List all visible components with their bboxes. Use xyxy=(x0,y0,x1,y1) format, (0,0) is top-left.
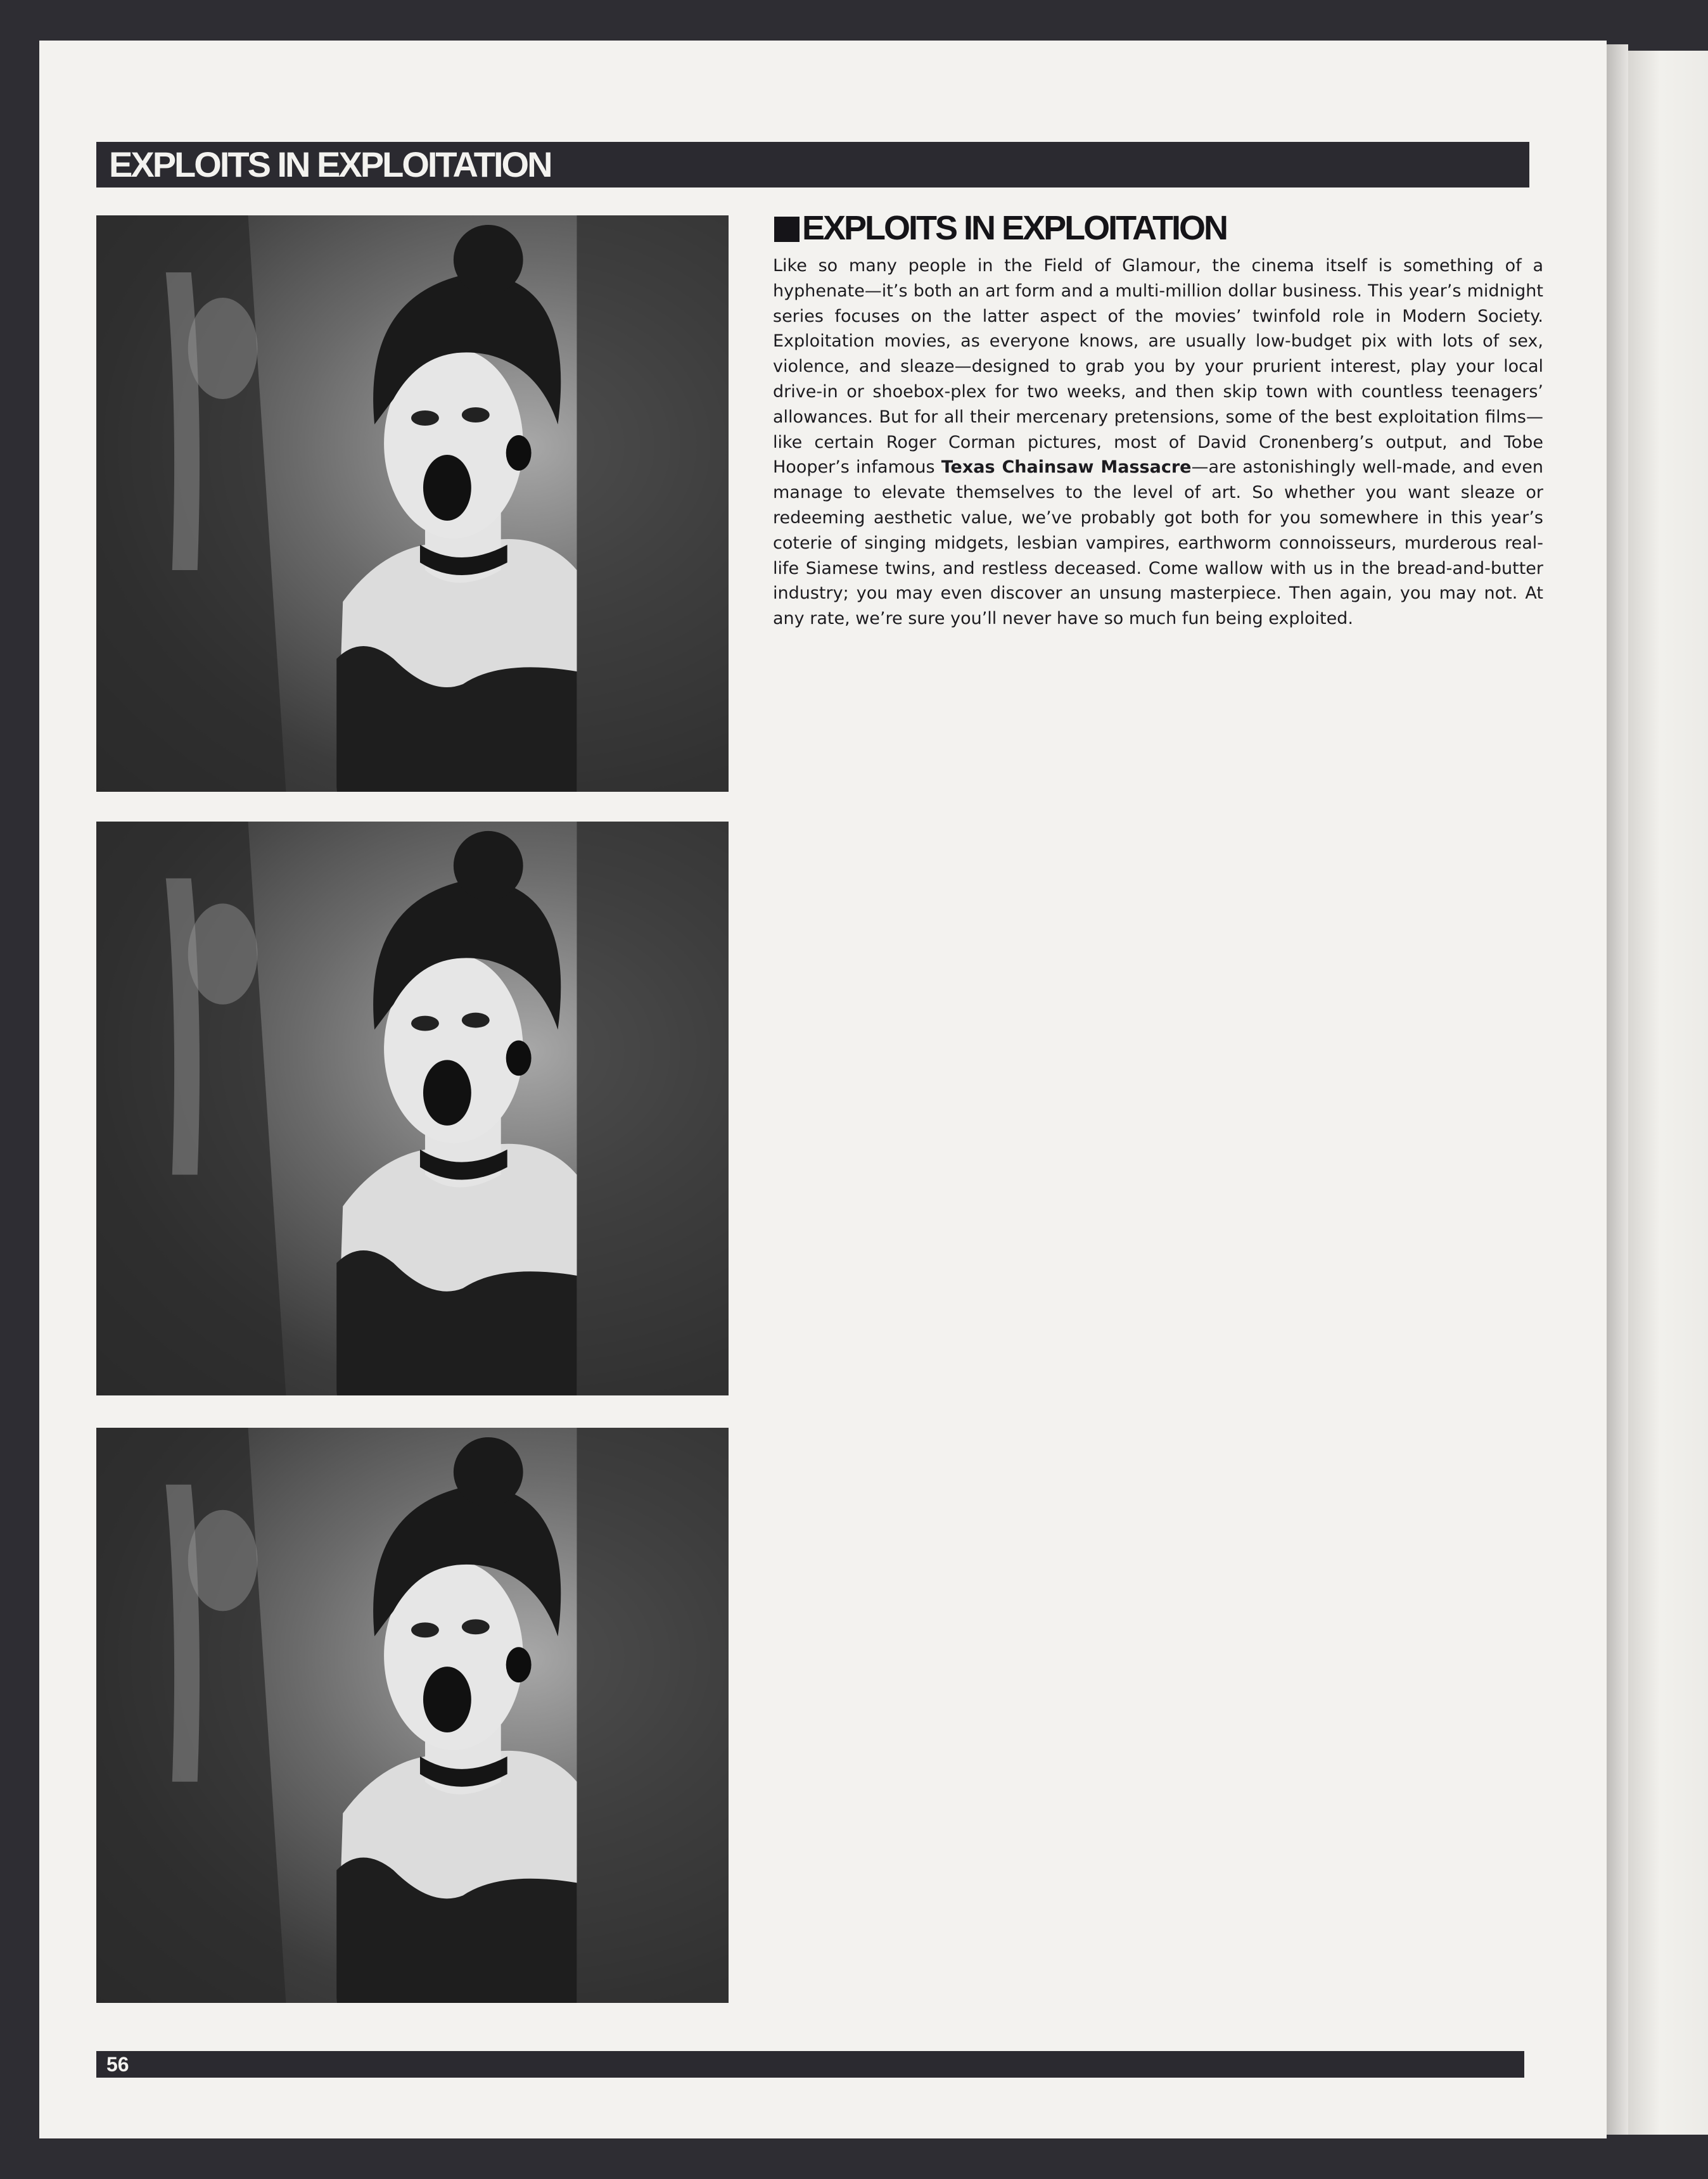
article-body-part-1: Like so many people in the Field of Glamour, the cinema itself is something of a hyphenate—it’s both an art form and a multi-million dollar business. This year’s midnight series focuses on the latter aspect of the movies’ twinfold role in Modern Society. Exploitation movies, as everyone knows, are usually low-budget pix with lots of sex, violence, and sleaze—designed to grab you by your prurient interest, play your local drive-in or shoebox-plex for two weeks, and then skip town with countless teenagers’ allowances. But for all their mercenary pretensions, some of the best exploitation films—like certain Roger Corman pictures, most of David Cronenberg’s output, and Tobe Hooper’s infamous xyxy=(773,256,1543,478)
article-body-part-2: —are astonishingly well-made, and even manage to elevate themselves to the level of art. So whether you want sleaze or redeeming aesthetic value, we’ve probably got both for you somewhere in this year’s coterie of singing midgets, lesbian vampires, earthworm connoisseurs, murderous real-life Siamese twins, and restless deceased. Come wallow with us in the bread-and-butter industry; you may even discover an unsung masterpiece. Then again, you may not. At any rate, we’re sure you’ll never have so much fun being exploited. xyxy=(773,457,1544,629)
facing-page-edge xyxy=(1628,51,1708,2135)
photo-1 xyxy=(96,215,729,792)
bullet-square-icon xyxy=(774,217,800,242)
article-title-text: EXPLOITS IN EXPLOITATION xyxy=(802,209,1227,247)
footer-bar xyxy=(96,2051,1524,2078)
film-title-bold: Texas Chainsaw Massacre xyxy=(941,457,1192,478)
header-title: EXPLOITS IN EXPLOITATION xyxy=(109,144,551,184)
page-number: 56 xyxy=(106,2053,129,2076)
photo-3 xyxy=(96,1428,729,2003)
article-body xyxy=(773,253,1543,632)
photo-2 xyxy=(96,822,729,1395)
article-title xyxy=(774,208,1227,248)
header-bar xyxy=(96,142,1529,187)
book-spine-shadow xyxy=(1607,44,1628,2135)
